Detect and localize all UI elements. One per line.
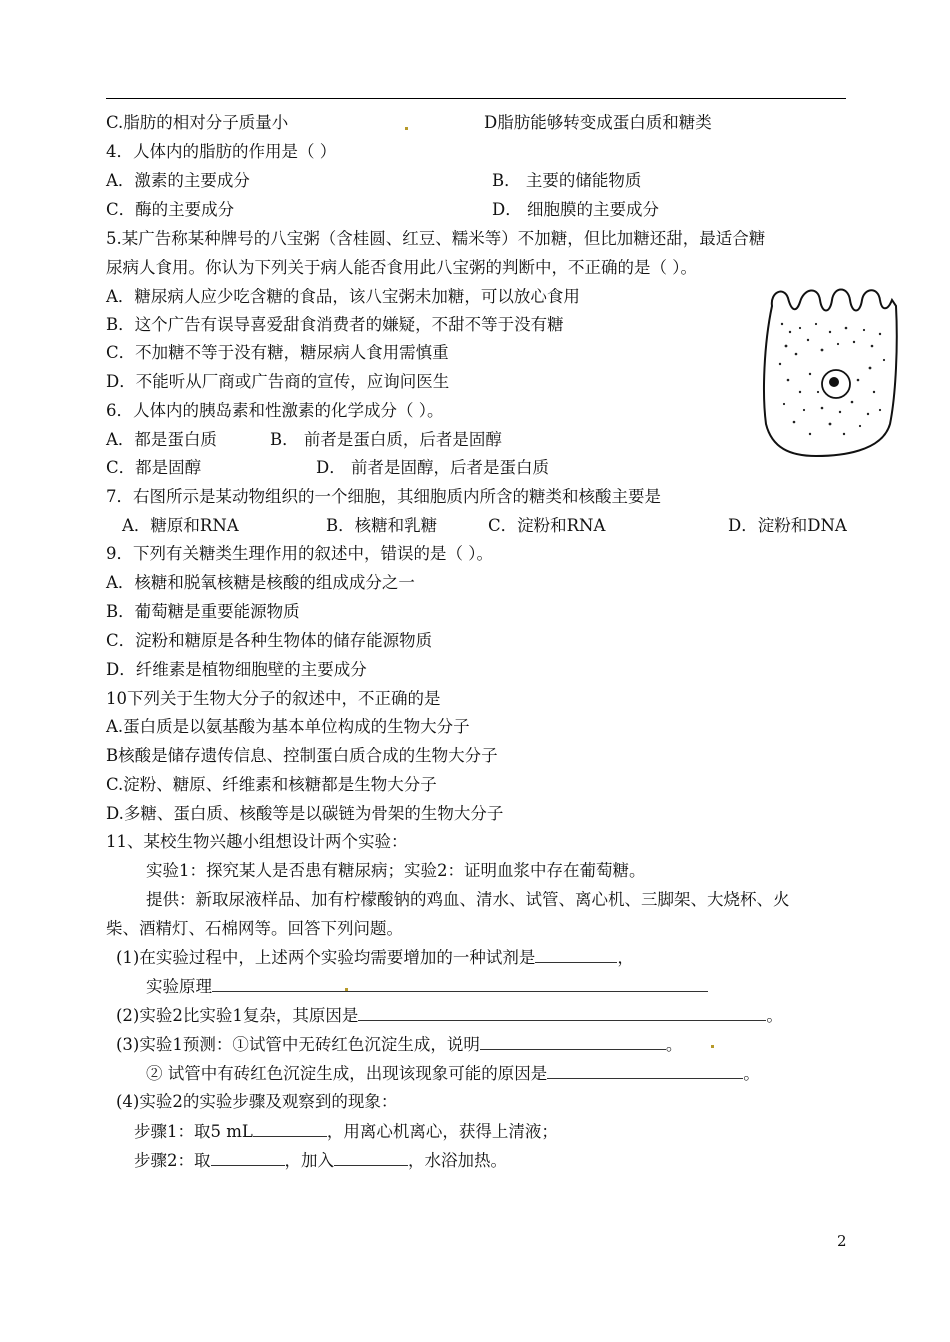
punctuation: ，	[617, 948, 634, 967]
question-4: 4．人体内的脂肪的作用是（ ）	[106, 142, 337, 161]
question-10: 10下列关于生物大分子的叙述中，不正确的是	[106, 689, 441, 708]
question-7: 7．右图所示是某动物组织的一个细胞，其细胞质内所含的糖类和核酸主要是	[106, 487, 661, 506]
step-2-text-mid: ，加入	[284, 1151, 334, 1170]
option-6d: D． 前者是固醇，后者是蛋白质	[316, 458, 549, 477]
answer-blank[interactable]	[480, 1033, 666, 1050]
sub-question-1	[116, 946, 634, 969]
speck	[345, 988, 348, 991]
sub-question-3	[116, 1033, 682, 1056]
option-10a: A.蛋白质是以氨基酸为基本单位构成的生物大分子	[106, 717, 470, 736]
option-4d: D． 细胞膜的主要成分	[492, 200, 659, 219]
answer-blank[interactable]	[535, 946, 617, 963]
sub-question-2	[116, 1004, 783, 1027]
option-4b: B． 主要的储能物质	[492, 171, 642, 190]
answer-blank[interactable]	[211, 1149, 285, 1166]
option-9c: C．淀粉和糖原是各种生物体的储存能源物质	[106, 631, 433, 650]
speck	[405, 127, 408, 130]
answer-blank[interactable]	[334, 1149, 408, 1166]
question-9: 9．下列有关糖类生理作用的叙述中，错误的是（ ）。	[106, 544, 493, 563]
question-6: 6．人体内的胰岛素和性激素的化学成分（ ）。	[106, 401, 444, 420]
punctuation: 。	[665, 1035, 683, 1054]
step-1	[134, 1120, 558, 1143]
sub-question-2-text: (2)实验2比实验1复杂，其原因是	[116, 1006, 359, 1025]
option-6b: B． 前者是蛋白质，后者是固醇	[270, 430, 502, 449]
option-6c: C．都是固醇	[106, 458, 202, 477]
step-1-text: 步骤1：取5 mL	[134, 1122, 253, 1141]
cell-drawing-icon	[760, 284, 902, 464]
answer-blank[interactable]	[547, 1062, 743, 1079]
option-7d: D．淀粉和DNA	[728, 516, 847, 535]
option-9d: D．纤维素是植物细胞壁的主要成分	[106, 660, 367, 679]
option-3c: C.脂肪的相对分子质量小	[106, 113, 289, 132]
answer-blank[interactable]	[358, 1004, 766, 1021]
question-11: 11、某校生物兴趣小组想设计两个实验：	[106, 832, 408, 851]
option-9b: B．葡萄糖是重要能源物质	[106, 602, 300, 621]
option-10c: C.淀粉、糖原、纤维素和核糖都是生物大分子	[106, 775, 437, 794]
sub-question-3-part2-text: ② 试管中有砖红色沉淀生成，出现该现象可能的原因是	[146, 1064, 548, 1083]
option-7b: B．核糖和乳糖	[326, 516, 438, 535]
sub-question-4: (4)实验2的实验步骤及观察到的现象：	[116, 1092, 398, 1111]
header-rule	[106, 98, 846, 99]
option-5c: C．不加糖不等于没有糖，糖尿病人食用需慎重	[106, 343, 449, 362]
speck	[711, 1045, 714, 1048]
question-11-materials-line1: 提供：新取尿液样品、加有柠檬酸钠的鸡血、清水、试管、离心机、三脚架、大烧杯、火	[146, 890, 790, 909]
animal-cell-figure	[760, 284, 902, 464]
answer-blank[interactable]	[212, 975, 708, 992]
sub-question-1-text: (1)在实验过程中，上述两个实验均需要增加的一种试剂是	[116, 948, 536, 967]
step-2-text: 步骤2：取	[134, 1151, 211, 1170]
option-9a: A．核糖和脱氧核糖是核酸的组成成分之一	[106, 573, 415, 592]
answer-blank[interactable]	[253, 1120, 327, 1137]
option-10b: B核酸是储存遗传信息、控制蛋白质合成的生物大分子	[106, 746, 498, 765]
sub-question-3-part2	[146, 1062, 760, 1085]
option-5a: A．糖尿病人应少吃含糖的食品，该八宝粥未加糖，可以放心食用	[106, 287, 580, 306]
option-10d: D.多糖、蛋白质、核酸等是以碳链为骨架的生物大分子	[106, 804, 504, 823]
option-7a: A．糖原和RNA	[122, 516, 239, 535]
option-4a: A．激素的主要成分	[106, 171, 250, 190]
principle-label: 实验原理	[146, 977, 212, 996]
step-1-text-end: ，用离心机离心，获得上清液；	[326, 1122, 558, 1141]
question-11-materials-line2: 柴、酒精灯、石棉网等。回答下列问题。	[106, 919, 403, 938]
option-6a: A．都是蛋白质	[106, 430, 217, 449]
question-5-line2: 尿病人食用。你认为下列关于病人能否食用此八宝粥的判断中，不正确的是（ ）。	[106, 258, 697, 277]
sub-question-3-text: (3)实验1预测：①试管中无砖红色沉淀生成，说明	[116, 1035, 480, 1054]
option-5d: D．不能听从厂商或广告商的宣传，应询问医生	[106, 372, 450, 391]
punctuation: 。	[766, 1006, 783, 1025]
question-11-experiments: 实验1：探究某人是否患有糖尿病；实验2：证明血浆中存在葡萄糖。	[146, 861, 646, 880]
step-2	[134, 1149, 507, 1172]
question-5-line1: 5.某广告称某种牌号的八宝粥（含桂圆、红豆、糯米等）不加糖，但比加糖还甜，最适合糖	[106, 229, 766, 248]
principle-line	[146, 975, 708, 998]
option-7c: C．淀粉和RNA	[488, 516, 606, 535]
page-number: 2	[837, 1232, 847, 1250]
option-3d: D脂肪能够转变成蛋白质和糖类	[484, 113, 712, 132]
step-2-text-end: ，水浴加热。	[408, 1151, 507, 1170]
punctuation: 。	[743, 1064, 760, 1083]
option-5b: B．这个广告有误导喜爱甜食消费者的嫌疑，不甜不等于没有糖	[106, 315, 564, 334]
option-4c: C．酶的主要成分	[106, 200, 235, 219]
